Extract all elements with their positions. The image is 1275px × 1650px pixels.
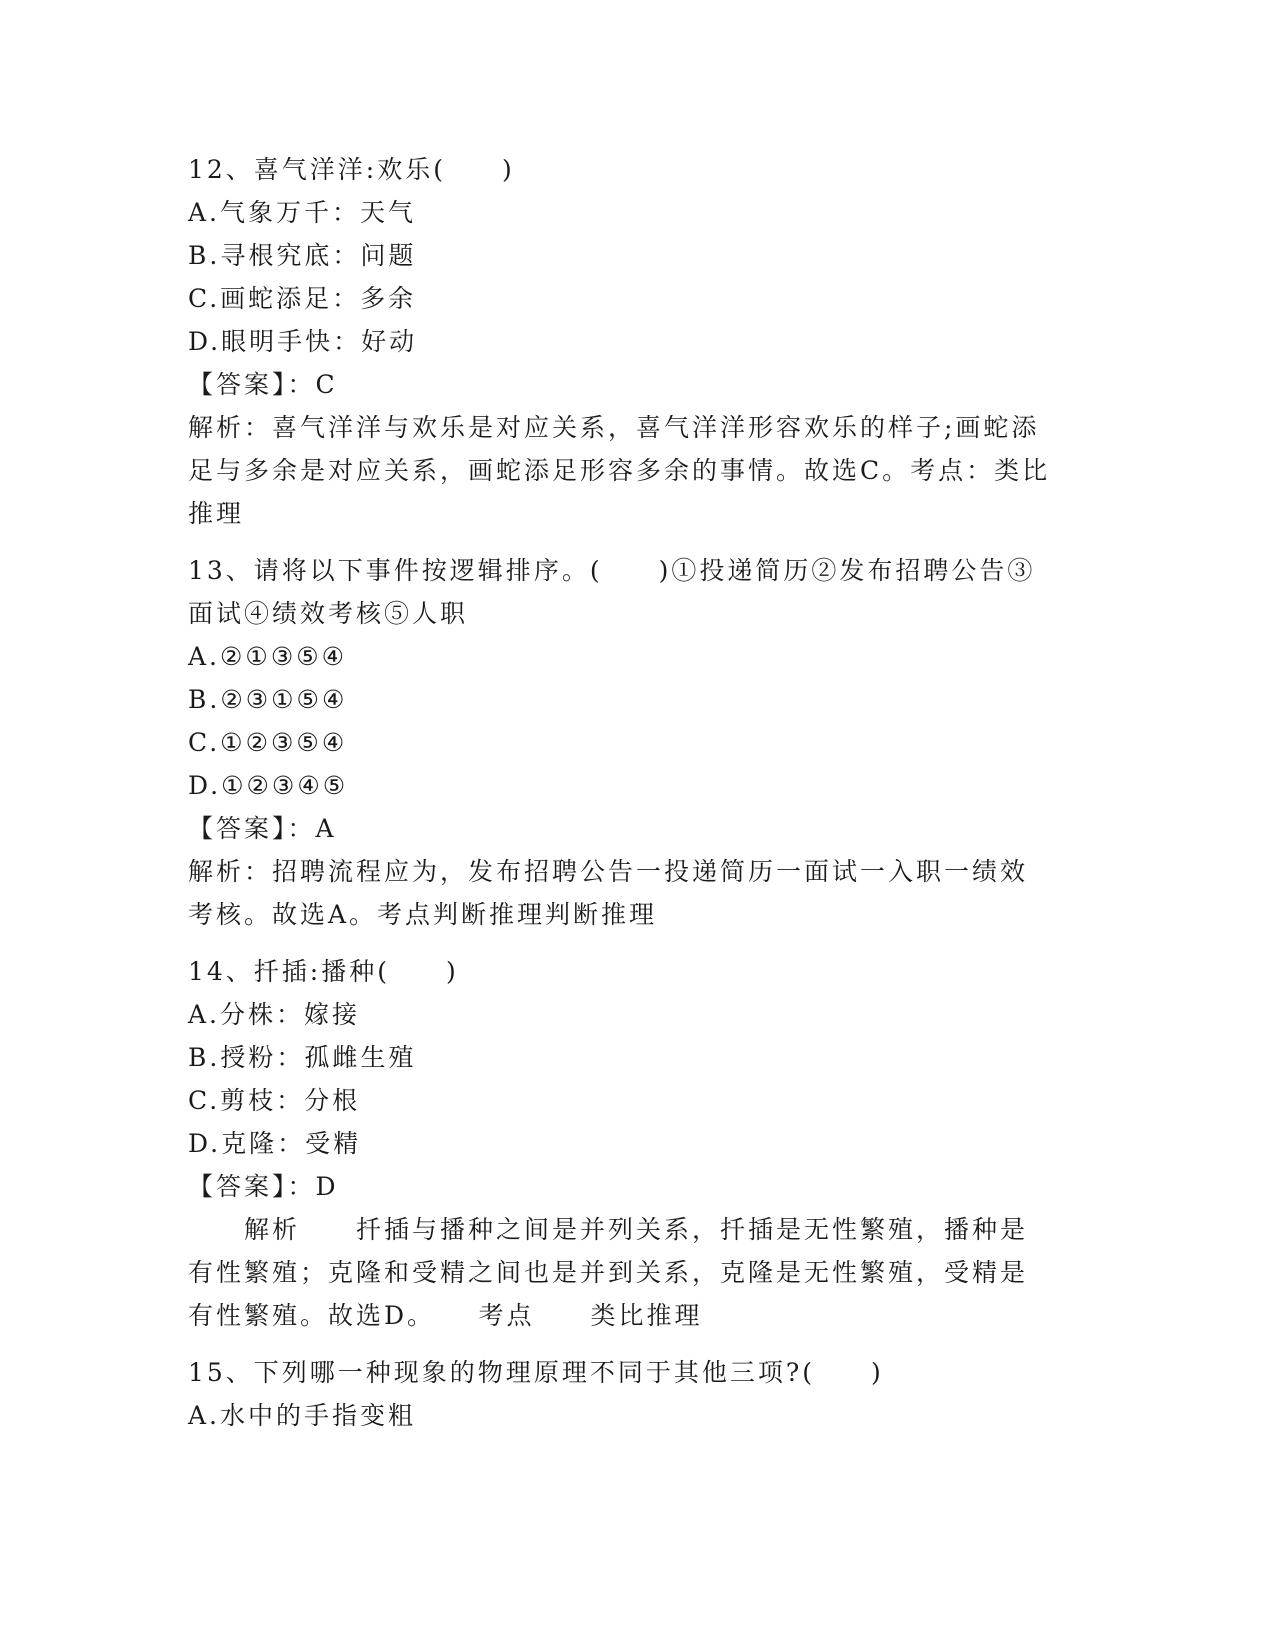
question-stem: 面试④绩效考核⑤人职 — [188, 599, 469, 628]
question-12 — [188, 148, 1088, 535]
option-a: A.水中的手指变粗 — [188, 1401, 417, 1430]
option-b: B.②③①⑤④ — [188, 685, 348, 714]
option-d: D.①②③④⑤ — [188, 771, 349, 800]
question-14 — [188, 950, 1088, 1337]
option-d: D.克隆：受精 — [188, 1129, 362, 1158]
analysis-line: 考核。故选A。考点判断推理判断推理 — [188, 900, 658, 929]
option-a: A.气象万千：天气 — [188, 198, 417, 227]
analysis-line: 解析 扦插与播种之间是并列关系，扦插是无性繁殖，播种是 — [188, 1215, 1029, 1244]
question-stem: 12、喜气洋洋:欢乐( ) — [188, 155, 515, 184]
question-stem: 14、扦插:播种( ) — [188, 957, 459, 986]
option-b: B.寻根究底：问题 — [188, 241, 417, 270]
analysis-line: 足与多余是对应关系，画蛇添足形容多余的事情。故选C。考点：类比 — [188, 456, 1051, 485]
analysis-line: 解析：招聘流程应为，发布招聘公告一投递简历一面试一入职一绩效 — [188, 857, 1029, 886]
question-stem: 15、下列哪一种现象的物理原理不同于其他三项?( ) — [188, 1358, 884, 1387]
answer-line: 【答案】：C — [188, 370, 338, 399]
option-a: A.分株：嫁接 — [188, 1000, 361, 1029]
analysis-line: 解析：喜气洋洋与欢乐是对应关系，喜气洋洋形容欢乐的样子;画蛇添 — [188, 413, 1040, 442]
option-c: C.剪枝：分根 — [188, 1086, 361, 1115]
question-15 — [188, 1351, 1088, 1437]
option-b: B.授粉：孤雌生殖 — [188, 1043, 417, 1072]
option-c: C.画蛇添足：多余 — [188, 284, 417, 313]
exam-page — [188, 148, 1088, 1437]
option-c: C.①②③⑤④ — [188, 728, 348, 757]
analysis-line: 推理 — [188, 499, 245, 528]
question-stem: 13、请将以下事件按逻辑排序。( )①投递简历②发布招聘公告③ — [188, 556, 1036, 585]
answer-line: 【答案】：D — [188, 1172, 339, 1201]
option-d: D.眼明手快：好动 — [188, 327, 418, 356]
analysis-line: 有性繁殖。故选D。 考点 类比推理 — [188, 1301, 703, 1330]
question-13 — [188, 549, 1088, 936]
option-a: A.②①③⑤④ — [188, 642, 348, 671]
analysis-line: 有性繁殖；克隆和受精之间也是并到关系，克隆是无性繁殖，受精是 — [188, 1258, 1029, 1287]
answer-line: 【答案】：A — [188, 814, 337, 843]
